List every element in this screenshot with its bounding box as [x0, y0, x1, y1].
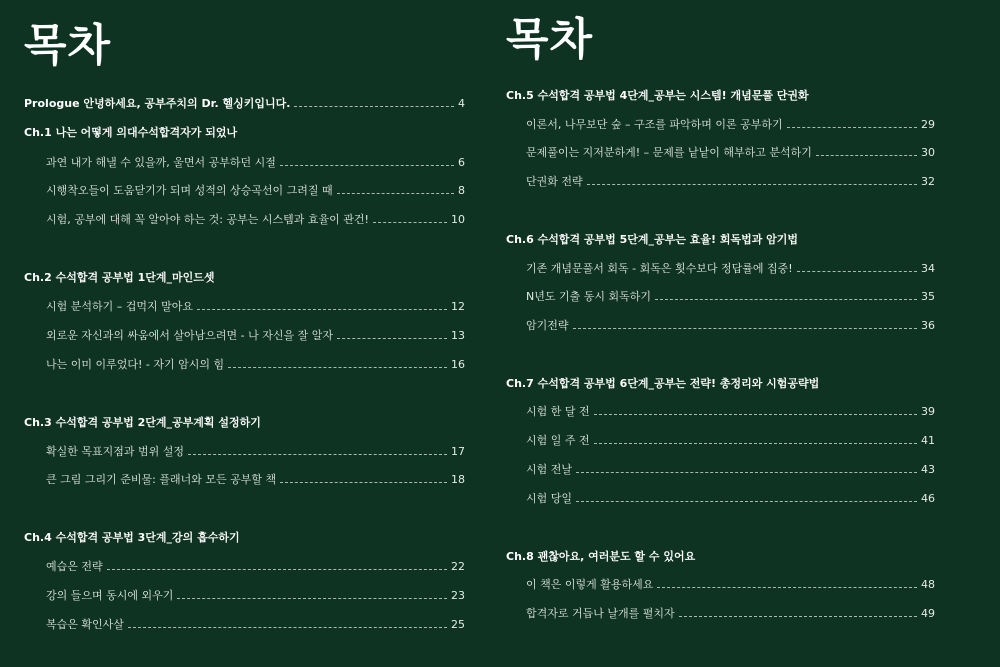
toc-page-number: 48	[921, 578, 935, 591]
toc-entry-label: 문제풀이는 지저분하게! – 문제를 낱낱이 해부하고 분석하기	[526, 146, 812, 159]
toc-entry[interactable]	[46, 329, 465, 343]
leader-dots	[587, 184, 917, 185]
toc-entry[interactable]	[46, 473, 465, 487]
toc-page-number: 8	[458, 184, 465, 197]
chapter-heading-7[interactable]: Ch.7 수석합격 공부법 6단계_공부는 전략! 총정리와 시험공략법	[506, 377, 820, 390]
toc-page-number: 35	[921, 290, 935, 303]
toc-entry[interactable]	[46, 618, 465, 632]
toc-page-number: 17	[451, 445, 465, 458]
toc-entry[interactable]	[526, 607, 935, 621]
leader-dots	[294, 106, 454, 107]
chapter-heading-5[interactable]: Ch.5 수석합격 공부법 4단계_공부는 시스템! 개념문풀 단권화	[506, 89, 809, 102]
toc-entry-label: 시험 한 달 전	[526, 405, 590, 418]
leader-dots	[373, 222, 447, 223]
toc-page-number: 49	[921, 607, 935, 620]
toc-entry-label: N년도 기출 동시 회독하기	[526, 290, 651, 303]
toc-entry[interactable]	[46, 213, 465, 227]
leader-dots	[787, 127, 917, 128]
toc-entry-label: 강의 들으며 동시에 외우기	[46, 589, 174, 602]
leader-dots	[280, 165, 454, 166]
toc-page-number: 29	[921, 118, 935, 131]
toc-page-number: 4	[458, 97, 465, 110]
toc-entry-label: 기존 개념문풀서 회독 - 회독은 횟수보다 정답률에 집중!	[526, 262, 793, 275]
leader-dots	[573, 328, 917, 329]
toc-entry[interactable]	[46, 560, 465, 574]
toc-entry[interactable]	[46, 300, 465, 314]
left-page	[0, 0, 490, 667]
toc-entry[interactable]	[526, 146, 935, 160]
page-title: 목차	[24, 20, 112, 71]
toc-entry[interactable]	[526, 434, 935, 448]
leader-dots	[576, 501, 917, 502]
toc-entry[interactable]	[46, 445, 465, 459]
leader-dots	[197, 309, 447, 310]
leader-dots	[337, 193, 454, 194]
toc-entry[interactable]	[526, 319, 935, 333]
toc-page-number: 22	[451, 560, 465, 573]
toc-entry-label: 시험 당일	[526, 492, 573, 505]
leader-dots	[188, 454, 447, 455]
leader-dots	[107, 569, 447, 570]
leader-dots	[337, 338, 447, 339]
leader-dots	[594, 414, 917, 415]
toc-page-number: 41	[921, 434, 935, 447]
toc-entry-label: 큰 그림 그리기 준비물: 플래너와 모든 공부할 책	[46, 473, 277, 486]
toc-entry-prologue[interactable]	[24, 97, 465, 111]
toc-entry[interactable]	[526, 290, 935, 304]
toc-entry-label: 나는 이미 이루었다! - 자기 암시의 힘	[46, 358, 225, 371]
toc-page-number: 36	[921, 319, 935, 332]
chapter-heading-6[interactable]: Ch.6 수석합격 공부법 5단계_공부는 효율! 회독법과 암기법	[506, 233, 799, 246]
chapter-heading-8[interactable]: Ch.8 괜찮아요, 여러분도 할 수 있어요	[506, 550, 696, 563]
toc-page-number: 6	[458, 156, 465, 169]
toc-entry-label: 예습은 전략	[46, 560, 103, 573]
toc-page-number: 12	[451, 300, 465, 313]
toc-entry[interactable]	[526, 463, 935, 477]
toc-entry-label: 단권화 전략	[526, 175, 583, 188]
toc-page-number: 23	[451, 589, 465, 602]
toc-entry-label: 시험, 공부에 대해 꼭 알아야 하는 것: 공부는 시스템과 효율이 관건!	[46, 213, 369, 226]
toc-page-number: 10	[451, 213, 465, 226]
toc-entry[interactable]	[46, 156, 465, 170]
toc-entry[interactable]	[526, 578, 935, 592]
toc-entry-label: 확실한 목표지점과 범위 설정	[46, 445, 185, 458]
leader-dots	[657, 587, 917, 588]
toc-page-number: 13	[451, 329, 465, 342]
toc-entry-label: 시험 일 주 전	[526, 434, 590, 447]
toc-entry-label: 암기전략	[526, 319, 569, 332]
toc-entry-label: 이론서, 나무보단 숲 – 구조를 파악하며 이론 공부하기	[526, 118, 783, 131]
toc-page-number: 43	[921, 463, 935, 476]
chapter-heading-3[interactable]: Ch.3 수석합격 공부법 2단계_공부계획 설정하기	[24, 416, 261, 429]
toc-entry-label: 외로운 자신과의 싸움에서 살아남으려면 - 나 자신을 잘 알자	[46, 329, 333, 342]
chapter-heading-2[interactable]: Ch.2 수석합격 공부법 1단계_마인드셋	[24, 271, 215, 284]
leader-dots	[655, 299, 917, 300]
leader-dots	[228, 367, 447, 368]
toc-entry-label: 시험 전날	[526, 463, 573, 476]
toc-page-number: 39	[921, 405, 935, 418]
chapter-heading-4[interactable]: Ch.4 수석합격 공부법 3단계_강의 흡수하기	[24, 531, 240, 544]
toc-page-number: 34	[921, 262, 935, 275]
toc-entry[interactable]	[526, 262, 935, 276]
toc-page-number: 18	[451, 473, 465, 486]
toc-entry-label: 과연 내가 해낼 수 있을까, 울면서 공부하던 시절	[46, 156, 276, 169]
right-page	[490, 0, 1000, 667]
leader-dots	[797, 271, 917, 272]
toc-entry-label: Prologue 안녕하세요, 공부주치의 Dr. 헬싱키입니다.	[24, 97, 291, 110]
toc-page-number: 32	[921, 175, 935, 188]
toc-entry[interactable]	[46, 358, 465, 372]
leader-dots	[128, 627, 447, 628]
toc-entry[interactable]	[526, 492, 935, 506]
toc-entry-label: 시험 분석하기 – 겁먹지 말아요	[46, 300, 193, 313]
leader-dots	[594, 443, 917, 444]
leader-dots	[576, 472, 917, 473]
toc-entry[interactable]	[46, 184, 465, 198]
toc-page-number: 30	[921, 146, 935, 159]
leader-dots	[679, 616, 917, 617]
toc-entry-label: 복습은 확인사살	[46, 618, 124, 631]
toc-page-number: 16	[451, 358, 465, 371]
toc-entry-label: 시행착오들이 도움닫기가 되며 성적의 상승곡선이 그려질 때	[46, 184, 333, 197]
toc-page-number: 25	[451, 618, 465, 631]
toc-entry[interactable]	[46, 589, 465, 603]
toc-entry[interactable]	[526, 118, 935, 132]
toc-entry[interactable]	[526, 175, 935, 189]
page-title: 목차	[506, 14, 594, 65]
toc-page-number: 46	[921, 492, 935, 505]
toc-entry-label: 이 책은 이렇게 활용하세요	[526, 578, 654, 591]
toc-entry-label: 합격자로 거듭나 날개를 펼치자	[526, 607, 675, 620]
leader-dots	[177, 598, 447, 599]
leader-dots	[280, 482, 447, 483]
chapter-heading-1[interactable]: Ch.1 나는 어떻게 의대수석합격자가 되었나	[24, 126, 238, 139]
leader-dots	[816, 155, 917, 156]
toc-entry[interactable]	[526, 405, 935, 419]
